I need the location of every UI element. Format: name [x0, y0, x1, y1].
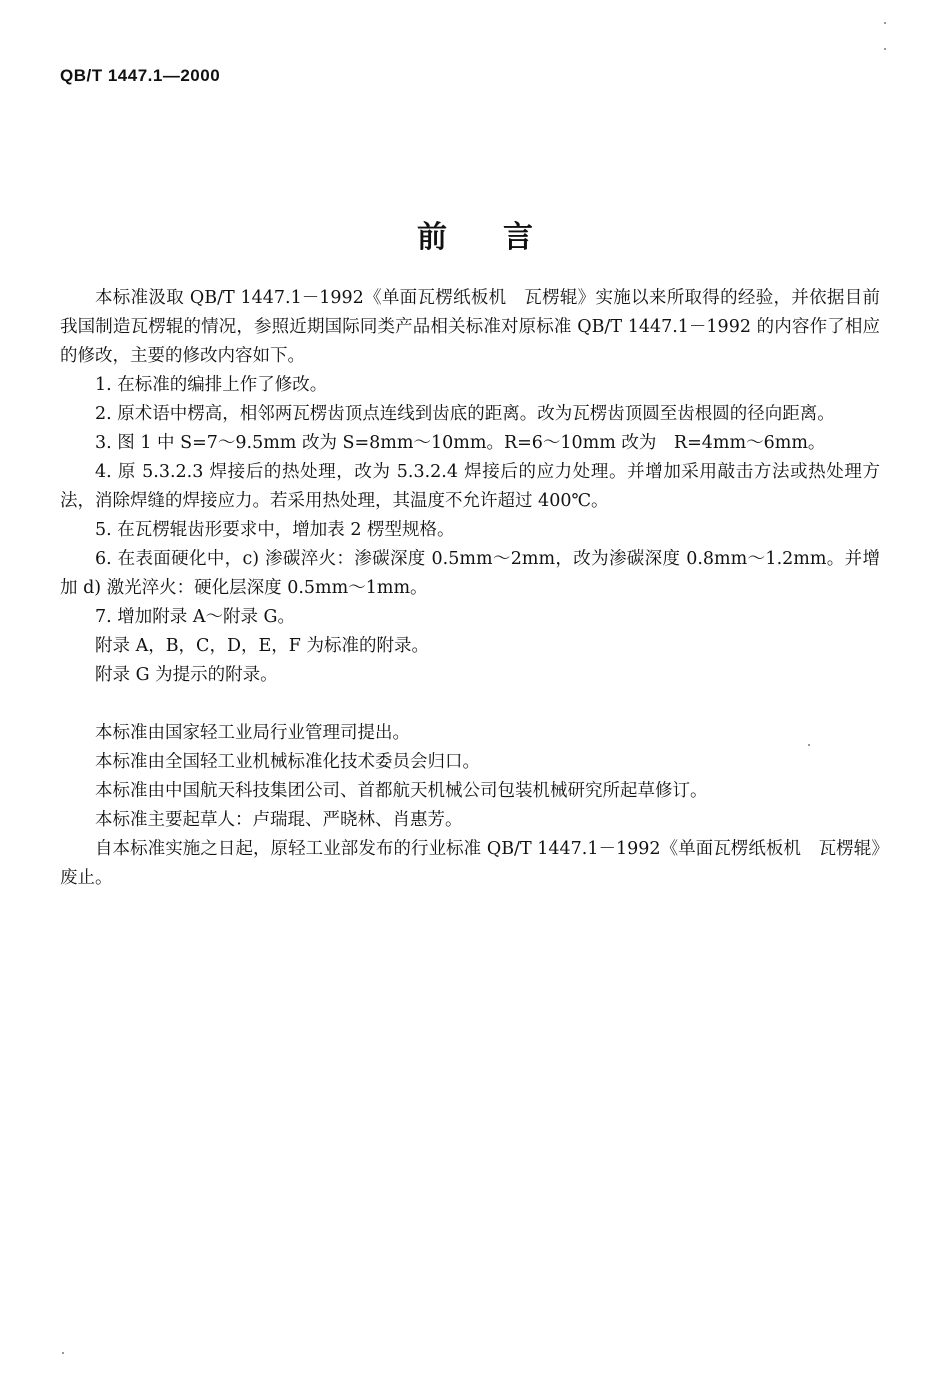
- scan-speck: [884, 48, 886, 50]
- change-item-3: 3. 图 1 中 S=7～9.5mm 改为 S=8mm～10mm。R=6～10mm 改为 R=4mm～6mm。: [95, 433, 826, 453]
- drafters-statement: 本标准主要起草人：卢瑞琨、严晓林、肖惠芳。: [95, 810, 463, 830]
- appendix-normative-note: 附录 A，B，C，D，E，F 为标准的附录。: [95, 636, 429, 656]
- change-item-6: 6. 在表面硬化中，c) 渗碳淬火：渗碳深度 0.5mm～2mm，改为渗碳深度 0.8mm～1.2mm。并增加 d) 激光淬火：硬化层深度 0.5mm～1mm。: [60, 549, 880, 598]
- change-item-4: 4. 原 5.3.2.3 焊接后的热处理，改为 5.3.2.4 焊接后的应力处理。并增加采用敲击方法或热处理方法，消除焊缝的焊接应力。若采用热处理，其温度不允许超过 400℃。: [60, 462, 880, 511]
- drafting-unit-statement: 本标准由中国航天科技集团公司、首都航天机械公司包装机械研究所起草修订。: [95, 781, 708, 801]
- proposer-statement: 本标准由国家轻工业局行业管理司提出。: [95, 723, 410, 743]
- body-text: [60, 284, 880, 893]
- supersession-statement: 自本标准实施之日起，原轻工业部发布的行业标准 QB/T 1447.1－1992《单面瓦楞纸板机 瓦楞辊》废止。: [60, 839, 880, 888]
- scan-speck: [808, 744, 810, 746]
- change-item-7: 7. 增加附录 A～附录 G。: [95, 607, 296, 627]
- change-item-2: 2. 原术语中楞高，相邻两瓦楞齿顶点连线到齿底的距离。改为瓦楞齿顶圆至齿根圆的径向距离。: [95, 404, 835, 424]
- administrator-statement: 本标准由全国轻工业机械标准化技术委员会归口。: [95, 752, 480, 772]
- intro-paragraph: 本标准汲取 QB/T 1447.1－1992《单面瓦楞纸板机 瓦楞辊》实施以来所取得的经验，并依据目前我国制造瓦楞辊的情况，参照近期国际同类产品相关标准对原标准 QB/T 1447.1－1992 的内容作了相应的修改，主要的修改内容如下。: [60, 288, 880, 366]
- change-item-5: 5. 在瓦楞辊齿形要求中，增加表 2 楞型规格。: [95, 520, 455, 540]
- document-code: QB/T 1447.1—2000: [60, 66, 221, 85]
- appendix-informative-note: 附录 G 为提示的附录。: [95, 665, 278, 685]
- scan-speck: [62, 1352, 64, 1354]
- change-item-1: 1. 在标准的编排上作了修改。: [95, 375, 328, 395]
- page-title: 前言: [417, 220, 589, 255]
- scan-speck: [884, 22, 886, 24]
